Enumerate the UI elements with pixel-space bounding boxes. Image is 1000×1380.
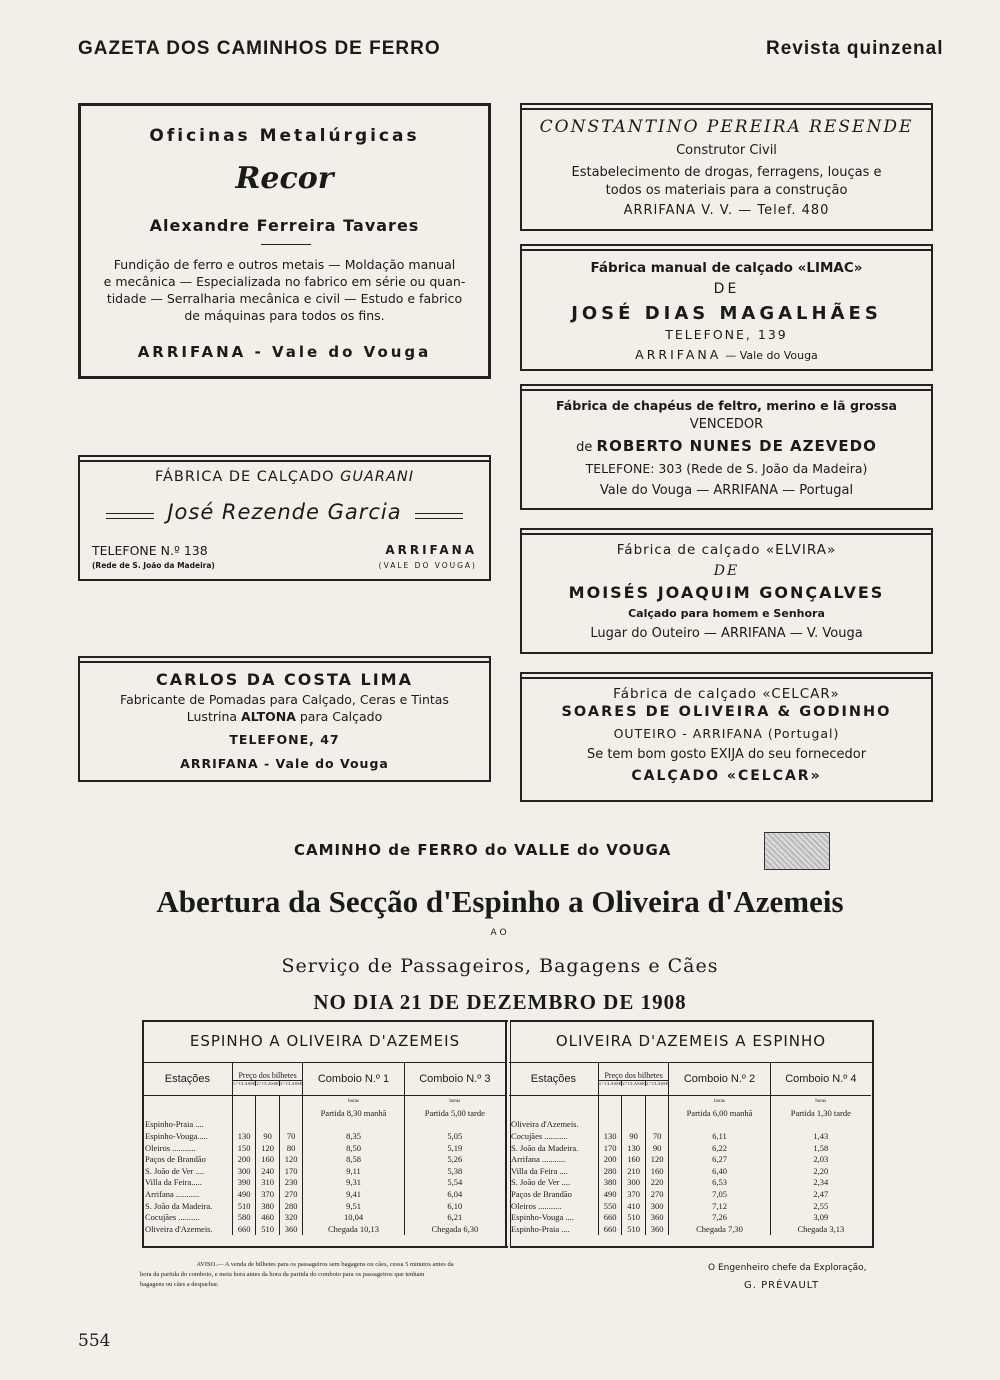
cell-time-b: Chegada 6,30	[431, 1223, 479, 1234]
cell-price-1: 200	[232, 1153, 256, 1165]
ad-recor-body-4: de máquinas para todos os fins.	[184, 308, 385, 323]
schedule-right-title: OLIVEIRA D'AZEMEIS A ESPINHO	[509, 1020, 873, 1063]
cell-price-1: 660	[232, 1223, 256, 1235]
cell-price-2	[622, 1119, 646, 1131]
aviso	[140, 1260, 510, 1290]
ad-recor-title: Oficinas Metalúrgicas	[149, 126, 420, 146]
journal-title: GAZETA DOS CAMINHOS DE FERRO	[78, 38, 441, 59]
ad-celcar-slogan: Se tem bom gosto EXIJA do seu fornecedor	[586, 747, 867, 762]
col-price: Preço dos bilhetes	[233, 1071, 303, 1081]
col-station: Estações	[143, 1063, 232, 1095]
cell-station: Oliveira d'Azemeis.	[509, 1119, 598, 1131]
ad-vencedor	[520, 384, 933, 510]
ad-resende-line2: todos os materiais para a construção	[605, 183, 848, 198]
cell-station: S. João de Ver ....	[143, 1165, 232, 1177]
ad-resende-role: Construtor Civil	[676, 143, 777, 158]
cell-station: Espinho-Vouga ....	[509, 1211, 598, 1223]
cell-time-b: 5,05	[447, 1131, 463, 1142]
ad-guarani-place-note: (VALE DO VOUGA)	[378, 561, 477, 570]
cell-station: Oleiros ...........	[143, 1142, 232, 1154]
col-train-4: Comboio N.º 4	[785, 1072, 857, 1085]
cell-station: Espinho-Vouga.....	[143, 1130, 232, 1142]
ad-celcar-place: OUTEIRO - ARRIFANA (Portugal)	[613, 726, 840, 741]
cell-time-b: 5,19	[447, 1142, 463, 1153]
cell-price-2: 160	[622, 1153, 646, 1165]
ad-limac-phone: TELEFONE, 139	[665, 327, 788, 342]
ad-guarani-brand: GUARANI	[340, 469, 415, 485]
cell-time-a: 9,51	[303, 1200, 404, 1212]
cell-time-b: 2,03	[813, 1154, 829, 1165]
ad-elvira	[520, 528, 933, 654]
cell-time-b: 1,58	[813, 1142, 829, 1153]
ad-elvira-de: DE	[713, 563, 740, 579]
cell-station: Espinho-Praia ....	[509, 1223, 598, 1235]
ad-elvira-owner: MOISÉS JOAQUIM GONÇALVES	[568, 583, 885, 602]
table-row	[509, 1153, 871, 1165]
cell-price-1: 660	[598, 1223, 622, 1235]
cell-price-2: 210	[622, 1165, 646, 1177]
cell-price-2: 370	[622, 1188, 646, 1200]
table-row	[509, 1223, 871, 1235]
ad-recor	[78, 103, 491, 379]
cell-station: Oleiros ...........	[509, 1200, 598, 1212]
table-row	[143, 1200, 505, 1212]
cell-station: S. João da Madeira.	[143, 1200, 232, 1212]
cell-price-1: 490	[598, 1188, 622, 1200]
cell-price-1: 150	[232, 1142, 256, 1154]
ad-costa-line2: Lustrina ALTONA para Calçado	[186, 709, 383, 724]
ad-resende-name: CONSTANTINO PEREIRA RESENDE	[539, 117, 914, 137]
table-row	[143, 1153, 505, 1165]
col-train-1: Comboio N.º 1	[303, 1063, 404, 1095]
cell-time-a	[669, 1119, 770, 1131]
cell-price-2: 310	[256, 1177, 280, 1189]
cell-time-b	[404, 1119, 505, 1131]
col-train-2: Comboio N.º 2	[669, 1063, 770, 1095]
depart-train-2: Partida 6,00 manhã	[669, 1107, 770, 1119]
ad-guarani-place: ARRIFANA	[385, 543, 477, 557]
ad-elvira-title: Fábrica de calçado «ELVIRA»	[616, 542, 837, 558]
cell-price-2: 370	[256, 1188, 280, 1200]
cell-price-3: 320	[279, 1211, 303, 1223]
schedule-left	[143, 1020, 507, 1235]
class-2: 2.ª CLASSE	[622, 1081, 645, 1087]
schedule-left-title: ESPINHO A OLIVEIRA D'AZEMEIS	[143, 1020, 507, 1063]
notice-headline: Abertura da Secção d'Espinho a Oliveira d'Azemeis	[156, 884, 844, 919]
cell-time-a: 6,22	[669, 1142, 770, 1154]
ad-elvira-sub: Calçado para homem e Senhora	[628, 607, 825, 620]
cell-price-1	[598, 1119, 622, 1131]
cell-station: Paços de Brandão	[509, 1188, 598, 1200]
cell-time-a: 8,50	[303, 1142, 404, 1154]
cell-price-1: 550	[598, 1200, 622, 1212]
ad-guarani	[78, 455, 491, 581]
cell-price-1: 280	[598, 1165, 622, 1177]
cell-time-b: 5,26	[447, 1154, 463, 1165]
col-price: Preço dos bilhetes	[599, 1071, 669, 1081]
cell-time-a	[303, 1119, 404, 1131]
class-3: 3.ª CLASSE	[645, 1081, 669, 1087]
cell-price-3: 270	[279, 1188, 303, 1200]
cell-time-b: 6,21	[447, 1212, 463, 1223]
ad-celcar	[520, 672, 933, 802]
ad-limac-title: Fábrica manual de calçado «LIMAC»	[590, 260, 863, 276]
ad-guarani-phone-note: (Rede de S. João da Madeira)	[92, 561, 215, 570]
cell-price-1: 300	[232, 1165, 256, 1177]
table-row	[143, 1211, 505, 1223]
notice-date: NO DIA 21 DE DEZEMBRO DE 1908	[313, 990, 687, 1014]
table-row	[143, 1188, 505, 1200]
cell-time-b: 5,38	[447, 1165, 463, 1176]
ad-celcar-brand: CALÇADO «CELCAR»	[631, 768, 822, 784]
aviso-line-3: bagagens ou cães a despachar.	[140, 1281, 219, 1288]
ad-vencedor-owner-line: de ROBERTO NUNES DE AZEVEDO	[576, 437, 877, 455]
cell-price-1: 490	[232, 1188, 256, 1200]
schedule-left-table: Estações Preço dos bilhetes 1.ª CLASSE 2.ª CLASSE 3.ª CLASSE Comboio N.º 1 Comboio N.º 3 horas horas Partida 8,30 manhã Partida 5,00 tarde Espinho-Praia .... Espinho-Vouga..... 130 90 70 8,35 5,05 Oleiros ........... 150 120 80 8,50 5,19 Paços de Brandão 200 160 120 8,58 5,26 S. João de Ver .... 300 240 170 9,11 5,38 Villa da Feira..... 390 310 230 9,31 5,54 Arrifana ........... 490 370 270 9,41 6,04 S. João da Madeira. 510 380 280 9,51 6,10 Cocujães .......... 580 460 320 10,04 6,21 Oliveira d'Azemeis. 660 510 360 Chegada 10,13 Chegada 6,30	[143, 1063, 505, 1235]
table-row	[143, 1119, 505, 1131]
schedule-right-table: Estações Preço dos bilhetes 1.ª CLASSE 2.ª CLASSE 3.ª CLASSE Comboio N.º 2 Comboio N.º 4 horas horas Partida 6,00 manhã Partida 1,30 tarde Oliveira d'Azemeis. Cocujães ........... 130 90 70 6,11 1,43 S. João da Madeira. 170 130 90 6,22 1,58 Arrifana ........... 200 160 120 6,27 2,03 Villa da Feira .... 280 210 160 6,40 2,20 S. João de Ver .... 380 300 220 6,53 2,34 Paços de Brandão 490 370 270 7,05 2,47 Oleiros ........... 550 410 300 7,12 2,55 Espinho-Vouga .... 660 510 360 7,26 3,09 Espinho-Praia .... 660 510 360 Chegada 7,30 Chegada 3,13	[509, 1063, 871, 1235]
ad-recor-body-1: Fundição de ferro e outros metais — Moldação manual	[113, 257, 456, 272]
cell-price-3: 270	[645, 1188, 669, 1200]
cell-time-a: 9,41	[303, 1188, 404, 1200]
cell-time-b: 2,34	[813, 1177, 829, 1188]
cell-time-b: 5,54	[447, 1177, 463, 1188]
cell-price-2: 90	[622, 1130, 646, 1142]
table-row	[143, 1223, 505, 1235]
ad-limac-de: DE	[713, 281, 740, 297]
cell-price-2: 130	[622, 1142, 646, 1154]
schedule-right	[509, 1020, 873, 1235]
cell-price-3: 90	[645, 1142, 669, 1154]
cell-price-3: 70	[279, 1130, 303, 1142]
cell-time-b: 2,20	[813, 1165, 829, 1176]
table-row	[509, 1130, 871, 1142]
table-row	[509, 1177, 871, 1189]
ad-celcar-title: Fábrica de calçado «CELCAR»	[613, 686, 840, 702]
cell-station: Villa da Feira.....	[143, 1177, 232, 1189]
cell-time-a: 7,26	[669, 1211, 770, 1223]
cell-price-2: 510	[622, 1223, 646, 1235]
ad-costa-phone: TELEFONE, 47	[229, 732, 340, 747]
cell-time-a: 6,53	[669, 1177, 770, 1189]
cell-price-1: 660	[598, 1211, 622, 1223]
aviso-line-2: hora da partida do comboio, e meia hora antes da hora da partida do comboio para os passageiros que tenham	[140, 1271, 425, 1278]
table-row	[143, 1142, 505, 1154]
cell-price-2: 120	[256, 1142, 280, 1154]
cell-price-2: 240	[256, 1165, 280, 1177]
cell-price-3: 80	[279, 1142, 303, 1154]
cell-price-3: 220	[645, 1177, 669, 1189]
ad-costa-line1: Fabricante de Pomadas para Calçado, Ceras e Tintas	[120, 692, 449, 707]
class-2: 2.ª CLASSE	[256, 1081, 279, 1087]
notice-company: CAMINHO de FERRO do VALLE do VOUGA	[294, 841, 672, 859]
ad-guarani-owner: José Rezende Garcia	[167, 500, 402, 524]
ad-recor-owner: Alexandre Ferreira Tavares	[149, 216, 420, 235]
cell-price-3: 360	[645, 1211, 669, 1223]
ad-celcar-owner: SOARES DE OLIVEIRA & GODINHO	[561, 704, 892, 720]
ad-vencedor-brand: VENCEDOR	[689, 417, 764, 432]
cell-price-1: 170	[598, 1142, 622, 1154]
class-3: 3.ª CLASSE	[279, 1081, 303, 1087]
cell-price-2	[256, 1119, 280, 1131]
cell-station: Paços de Brandão	[143, 1153, 232, 1165]
ad-vencedor-phone: TELEFONE: 303 (Rede de S. João da Madeira)	[585, 461, 868, 476]
cell-price-2: 410	[622, 1200, 646, 1212]
cell-station: Villa da Feira ....	[509, 1165, 598, 1177]
ad-vencedor-place: Vale do Vouga — ARRIFANA — Portugal	[599, 483, 854, 498]
table-row	[509, 1119, 871, 1131]
col-train-3: Comboio N.º 3	[419, 1072, 491, 1085]
table-row	[509, 1142, 871, 1154]
cell-price-1: 380	[598, 1177, 622, 1189]
cell-price-2: 300	[622, 1177, 646, 1189]
class-1: 1.ª CLASSE	[598, 1081, 622, 1087]
ad-guarani-phone: TELEFONE N.º 138	[92, 543, 208, 558]
cell-price-2: 460	[256, 1211, 280, 1223]
cell-price-3: 120	[645, 1153, 669, 1165]
railway-logo-icon	[764, 832, 830, 870]
cell-price-1: 130	[232, 1130, 256, 1142]
cell-price-1: 510	[232, 1200, 256, 1212]
cell-station: Cocujães ..........	[143, 1211, 232, 1223]
cell-price-3: 280	[279, 1200, 303, 1212]
aviso-line-1: AVISO.— A venda de bilhetes para os passageiros sem bagagens ou cães, cessa 5 minutos antes da	[196, 1261, 454, 1268]
ad-recor-brand: Recor	[235, 161, 334, 196]
depart-train-1: Partida 8,30 manhã	[303, 1107, 404, 1119]
cell-time-a: Chegada 10,13	[303, 1223, 404, 1235]
ad-resende	[520, 103, 933, 231]
ad-resende-line3: ARRIFANA V. V. — Telef. 480	[623, 203, 830, 218]
cell-time-a: 6,27	[669, 1153, 770, 1165]
table-row	[509, 1165, 871, 1177]
table-row	[509, 1211, 871, 1223]
cell-price-3: 360	[645, 1223, 669, 1235]
table-row	[143, 1177, 505, 1189]
table-row	[143, 1130, 505, 1142]
divider	[261, 244, 311, 245]
cell-price-3: 300	[645, 1200, 669, 1212]
table-row	[509, 1188, 871, 1200]
ad-limac-place: ARRIFANA — Vale do Vouga	[635, 347, 818, 362]
cell-price-3: 160	[645, 1165, 669, 1177]
cell-time-a: 6,40	[669, 1165, 770, 1177]
cell-price-3	[645, 1119, 669, 1131]
cell-price-2: 380	[256, 1200, 280, 1212]
cell-time-a: 10,04	[303, 1211, 404, 1223]
ad-recor-place: ARRIFANA - Vale do Vouga	[137, 343, 432, 361]
ad-resende-line1: Estabelecimento de drogas, ferragens, louças e	[571, 165, 882, 180]
cell-time-b	[770, 1119, 871, 1131]
cell-station: Espinho-Praia ....	[143, 1119, 232, 1131]
signer: G. PRÉVAULT	[744, 1280, 820, 1291]
ad-vencedor-owner: ROBERTO NUNES DE AZEVEDO	[596, 437, 877, 455]
ad-vencedor-title: Fábrica de chapéus de feltro, merino e lã grossa	[556, 398, 897, 413]
table-row	[143, 1165, 505, 1177]
cell-time-a: Chegada 7,30	[669, 1223, 770, 1235]
cell-station: Arrifana ...........	[509, 1153, 598, 1165]
ad-costa-title: CARLOS DA COSTA LIMA	[156, 670, 413, 689]
cell-price-1: 200	[598, 1153, 622, 1165]
cell-price-2: 510	[256, 1223, 280, 1235]
cell-station: S. João da Madeira.	[509, 1142, 598, 1154]
ad-costa-brand: ALTONA	[241, 709, 296, 724]
cell-time-b: 2,55	[813, 1200, 829, 1211]
cell-price-3: 360	[279, 1223, 303, 1235]
cell-time-b: 2,47	[813, 1189, 829, 1200]
cell-price-1: 130	[598, 1130, 622, 1142]
signer-role: O Engenheiro chefe da Exploração,	[708, 1263, 867, 1273]
cell-time-a: 9,31	[303, 1177, 404, 1189]
cell-price-1: 390	[232, 1177, 256, 1189]
ad-recor-body-3: tidade — Serralharia mecânica e civil — Estudo e fabrico	[106, 291, 463, 306]
cell-price-3: 120	[279, 1153, 303, 1165]
cell-time-b: 1,43	[813, 1131, 829, 1142]
cell-station: S. João de Ver ....	[509, 1177, 598, 1189]
cell-price-3	[279, 1119, 303, 1131]
notice-ao: AO	[490, 928, 510, 938]
cell-price-3: 70	[645, 1130, 669, 1142]
ad-costa-place: ARRIFANA - Vale do Vouga	[180, 756, 389, 771]
cell-station: Oliveira d'Azemeis.	[143, 1223, 232, 1235]
ad-elvira-place: Lugar do Outeiro — ARRIFANA — V. Vouga	[590, 626, 863, 641]
cell-price-1: 580	[232, 1211, 256, 1223]
cell-time-a: 9,11	[303, 1165, 404, 1177]
cell-price-1	[232, 1119, 256, 1131]
depart-train-4: Partida 1,30 tarde	[790, 1107, 851, 1118]
col-station: Estações	[509, 1063, 598, 1095]
cell-time-b: Chegada 3,13	[797, 1223, 845, 1234]
cell-price-2: 160	[256, 1153, 280, 1165]
cell-time-b: 3,09	[813, 1212, 829, 1223]
depart-train-3: Partida 5,00 tarde	[424, 1107, 485, 1118]
ad-recor-body-2: e mecânica — Especializada no fabrico em série ou quan-	[103, 274, 466, 289]
cell-time-a: 7,05	[669, 1188, 770, 1200]
class-1: 1.ª CLASSE	[232, 1081, 256, 1087]
journal-subtitle: Revista quinzenal	[766, 38, 944, 59]
cell-station: Cocujães ...........	[509, 1130, 598, 1142]
cell-time-a: 6,11	[669, 1130, 770, 1142]
ad-limac	[520, 244, 933, 371]
cell-price-3: 170	[279, 1165, 303, 1177]
page-number: 554	[78, 1331, 111, 1351]
cell-time-a: 8,35	[303, 1130, 404, 1142]
cell-price-3: 230	[279, 1177, 303, 1189]
cell-price-2: 510	[622, 1211, 646, 1223]
cell-time-a: 7,12	[669, 1200, 770, 1212]
cell-time-a: 8,58	[303, 1153, 404, 1165]
ad-costa-lima	[78, 656, 491, 782]
table-row	[509, 1200, 871, 1212]
ad-guarani-title: FÁBRICA DE CALÇADO GUARANI	[154, 469, 415, 485]
cell-time-b: 6,04	[447, 1189, 463, 1200]
notice-service: Serviço de Passageiros, Bagagens e Cães	[281, 955, 719, 977]
cell-station: Arrifana ...........	[143, 1188, 232, 1200]
ad-limac-owner: JOSÉ DIAS MAGALHÃES	[571, 303, 882, 324]
cell-time-b: 6,10	[447, 1200, 463, 1211]
cell-price-2: 90	[256, 1130, 280, 1142]
